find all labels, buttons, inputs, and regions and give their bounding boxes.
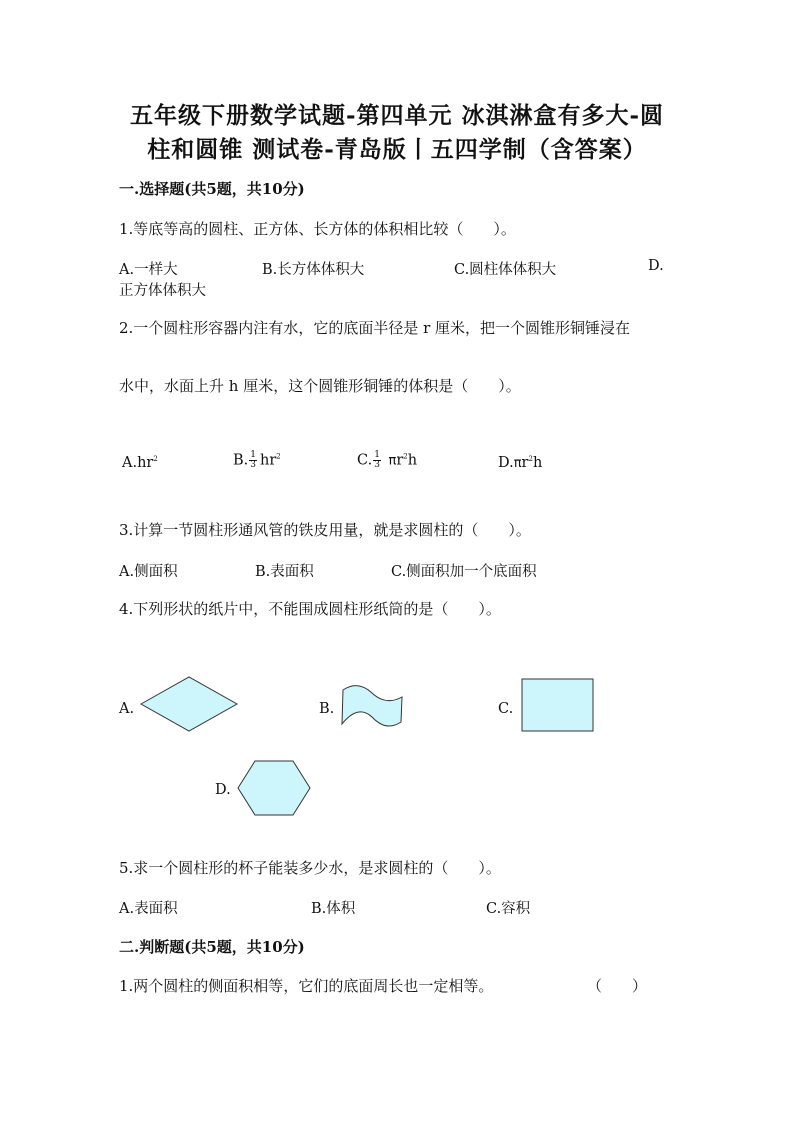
q2-option-a xyxy=(122,455,158,471)
q2-option-b-frac-den: 3 xyxy=(250,460,256,470)
q2-option-a-label: A.hr xyxy=(122,455,154,471)
q4-option-c: C. xyxy=(498,701,514,717)
q1-option-d-prefix: D. xyxy=(648,258,664,274)
judge-question-1-paren: （ ） xyxy=(587,977,648,995)
rectangle-shape xyxy=(521,678,595,732)
q2-option-d-label: D. xyxy=(498,455,514,471)
rhombus-shape xyxy=(140,676,238,732)
q3-option-a: A.侧面积 xyxy=(119,564,178,580)
q2-option-b-frac-num: 1 xyxy=(250,450,256,460)
judge-question-1-text: 1.两个圆柱的侧面积相等，它们的底面周长也一定相等。 xyxy=(119,977,494,995)
section2-heading: 二.判断题(共5题，共10分) xyxy=(119,938,305,956)
q2-option-c-label: C. xyxy=(357,452,373,469)
q2-option-c-exp: 2 xyxy=(403,452,408,461)
q2-option-c-pi: π xyxy=(388,453,397,469)
question-1-text: 1.等底等高的圆柱、正方体、长方体的体积相比较（ ）。 xyxy=(119,220,516,238)
q1-option-b: B.长方体体积大 xyxy=(262,262,365,278)
q1-option-c: C.圆柱体体积大 xyxy=(454,262,557,278)
q2-option-c xyxy=(357,451,417,470)
rectangle-rect xyxy=(522,679,593,731)
q2-option-b xyxy=(233,451,281,470)
q2-option-b-fraction xyxy=(249,451,257,470)
page-title-line1: 五年级下册数学试题-第四单元 冰淇淋盒有多大-圆 xyxy=(129,102,665,129)
question-2-line2: 水中，水面上升 h 厘米，这个圆锥形铜锤的体积是（ ）。 xyxy=(119,377,521,395)
q1-option-a: A.一样大 xyxy=(119,262,178,278)
q2-option-c-frac-den: 3 xyxy=(374,460,380,470)
q5-option-c: C.容积 xyxy=(486,901,531,917)
hexagon-polygon xyxy=(238,761,310,815)
q3-option-c: C.侧面积加一个底面积 xyxy=(391,564,537,580)
q5-option-a: A.表面积 xyxy=(119,901,178,917)
q4-option-a: A. xyxy=(119,701,135,717)
q2-option-d-h: h xyxy=(532,455,543,471)
q2-option-c-frac-num: 1 xyxy=(374,450,380,460)
q2-option-b-label: B. xyxy=(233,452,249,469)
q2-option-b-tail: hr xyxy=(260,452,277,469)
rhombus-polygon xyxy=(141,677,237,731)
q2-option-d xyxy=(498,455,542,471)
wavy-path xyxy=(342,686,402,726)
section1-heading: 一.选择题(共5题，共10分) xyxy=(119,180,305,198)
q2-option-c-h: h xyxy=(407,452,418,469)
question-2-line1: 2.一个圆柱形容器内注有水，它的底面半径是 r 厘米，把一个圆锥形铜锤浸在 xyxy=(119,319,631,337)
page-title-line2: 柱和圆锥 测试卷-青岛版丨五四学制（含答案） xyxy=(147,136,647,163)
q2-option-d-r: r xyxy=(521,455,529,471)
wavy-shape xyxy=(340,684,404,728)
q4-option-b: B. xyxy=(319,701,335,717)
q2-option-b-exp: 2 xyxy=(276,452,281,461)
question-3-text: 3.计算一节圆柱形通风管的铁皮用量，就是求圆柱的（ ）。 xyxy=(119,521,531,539)
q5-option-b: B.体积 xyxy=(311,901,356,917)
q2-option-d-exp: 2 xyxy=(528,455,533,463)
q4-option-d: D. xyxy=(215,782,231,798)
q2-option-c-r: r xyxy=(396,452,404,469)
q2-option-a-exp: 2 xyxy=(153,455,158,463)
question-4-text: 4.下列形状的纸片中，不能围成圆柱形纸筒的是（ ）。 xyxy=(119,600,501,618)
q1-option-d-text: 正方体体积大 xyxy=(119,283,206,299)
q2-option-d-pi: π xyxy=(513,456,522,471)
q2-option-c-fraction xyxy=(373,451,381,470)
q3-option-b: B.表面积 xyxy=(255,564,314,580)
hexagon-shape xyxy=(237,760,311,816)
question-5-text: 5.求一个圆柱形的杯子能装多少水，是求圆柱的（ ）。 xyxy=(119,859,501,877)
